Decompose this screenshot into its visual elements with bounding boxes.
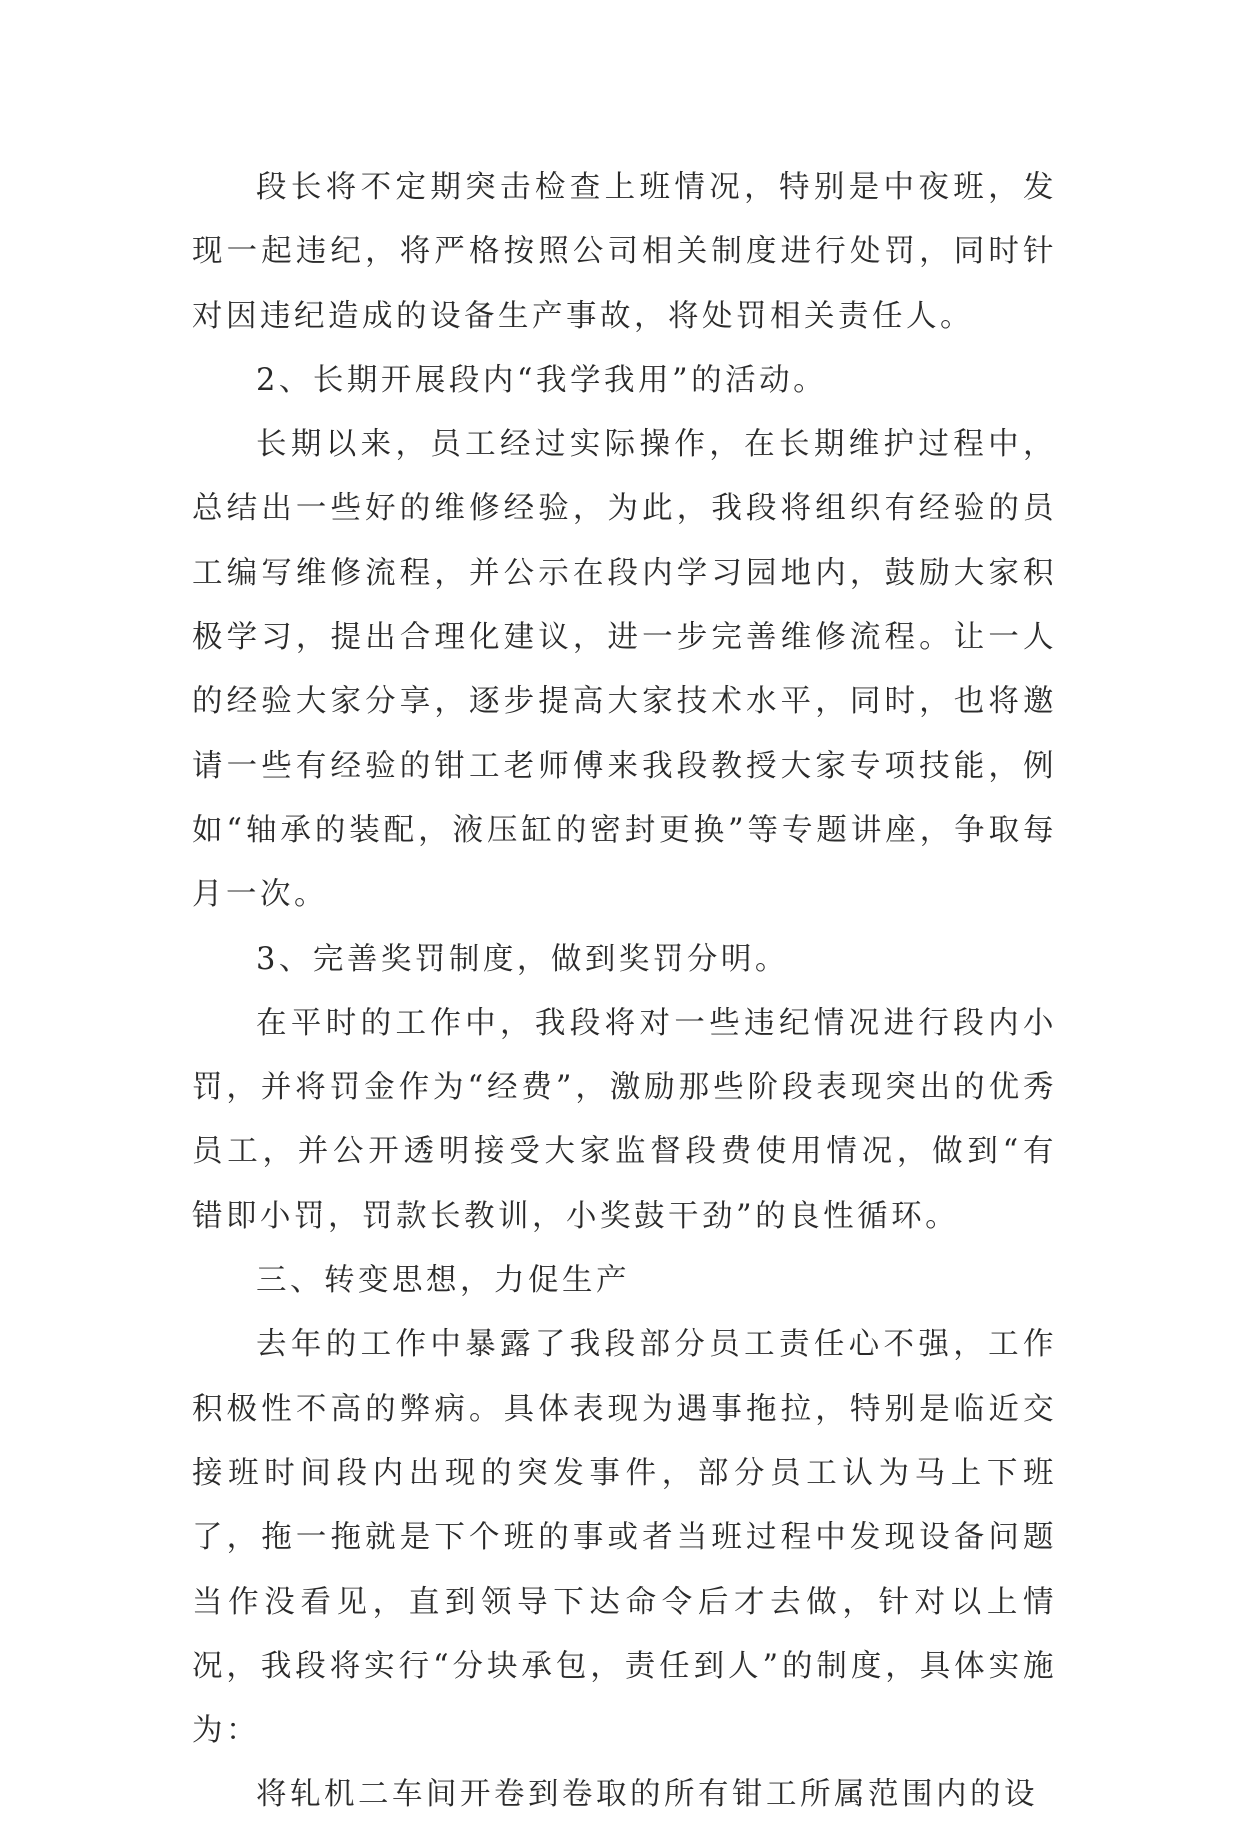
paragraph-inspection-discipline: 段长将不定期突击检查上班情况，特别是中夜班，发现一起违纪，将严格按照公司相关制度进行处罚，同时针对因违纪造成的设备生产事故，将处罚相关责任人。 (192, 170, 1057, 334)
heading-reward-penalty-system: 3、完善奖罚制度，做到奖罚分明。 (256, 941, 789, 977)
heading-change-thinking: 三、转变思想，力促生产 (256, 1263, 630, 1299)
paragraph-responsibility-issues: 去年的工作中暴露了我段部分员工责任心不强，工作积极性不高的弊病。具体表现为遇事拖拉，特别是临近交接班时间段内出现的突发事件，部分员工认为马上下班了，拖一拖就是下个班的事或者当班过程中发现设备问题当作没看见，直到领导下达命令后才去做，针对以上情况，我段将实行“分块承包，责任到人”的制度，具体实施为： (192, 1327, 1057, 1749)
heading-learn-and-use-activity: 2、长期开展段内“我学我用”的活动。 (256, 362, 828, 398)
paragraph-workshop-scope: 将轧机二车间开卷到卷取的所有钳工所属范围内的设 (256, 1777, 1038, 1813)
paragraph-fine-funds: 在平时的工作中，我段将对一些违纪情况进行段内小罚，并将罚金作为“经费”，激励那些阶段表现突出的优秀员工，并公开透明接受大家监督段费使用情况，做到“有错即小罚，罚款长教训，小奖鼓干劲”的良性循环。 (192, 1005, 1057, 1234)
document-body (192, 156, 1057, 1828)
paragraph-maintenance-experience: 长期以来，员工经过实际操作，在长期维护过程中，总结出一些好的维修经验，为此，我段将组织有经验的员工编写维修流程，并公示在段内学习园地内，鼓励大家积极学习，提出合理化建议，进一步完善维修流程。让一人的经验大家分享，逐步提高大家技术水平，同时，也将邀请一些有经验的钳工老师傅来我段教授大家专项技能，例如“轴承的装配，液压缸的密封更换”等专题讲座，争取每月一次。 (192, 427, 1057, 913)
